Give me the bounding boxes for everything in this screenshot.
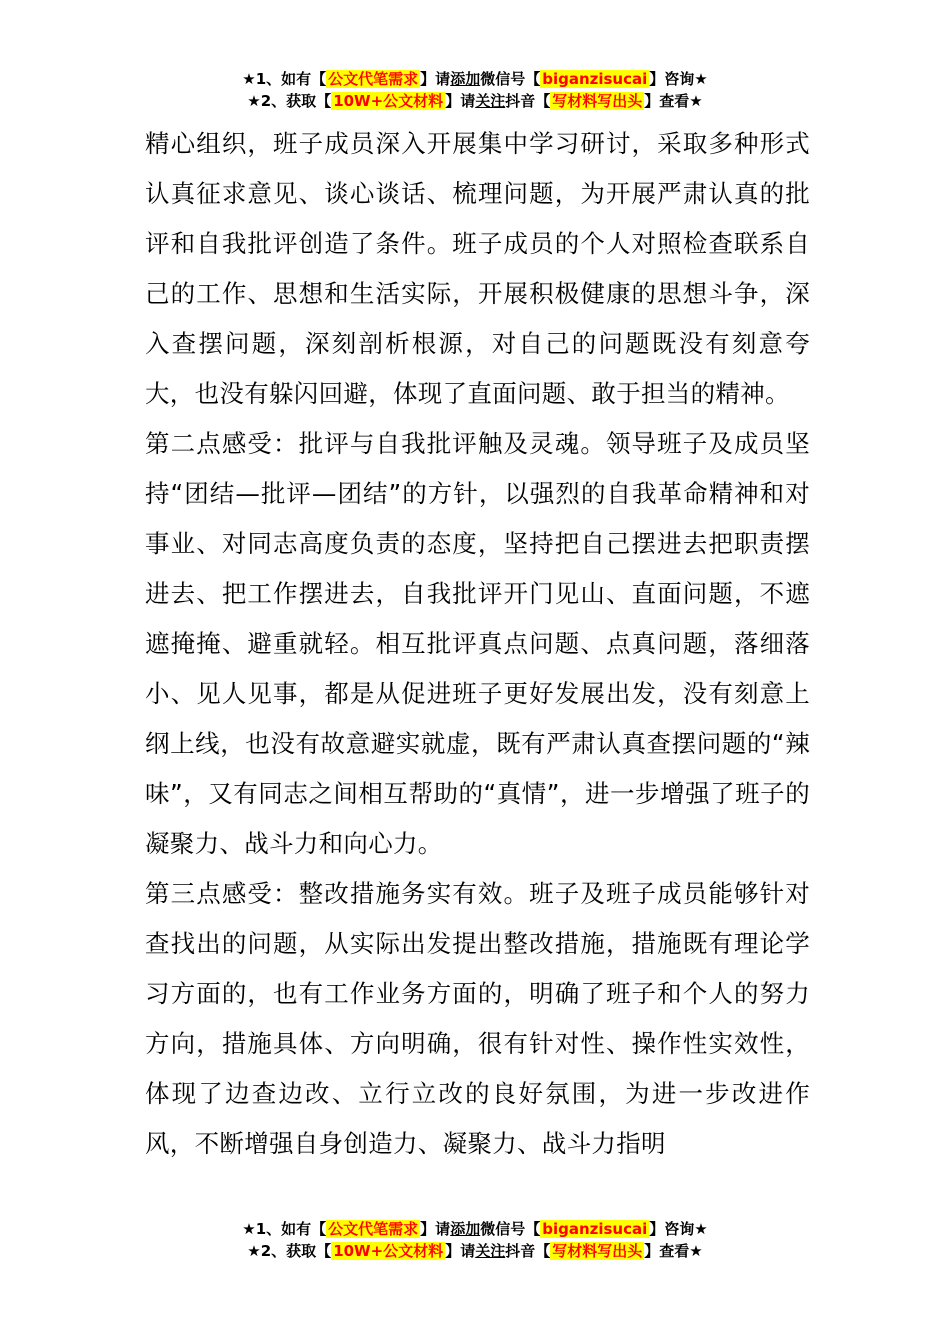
underlined-text: 添加 <box>450 1220 481 1238</box>
banner-text: ★2、获取【 <box>247 1242 332 1260</box>
banner-text: 】请 <box>420 1220 451 1238</box>
highlight-text: 公文代笔需求 <box>328 1220 419 1238</box>
banner-text: 】查看★ <box>644 92 703 110</box>
footer-banner <box>0 1218 950 1262</box>
underlined-text: 关注 <box>475 1242 506 1260</box>
highlight-text: 10W+公文材料 <box>333 92 444 110</box>
banner-text: 微信号【 <box>480 1220 541 1238</box>
banner-line-2 <box>0 90 950 112</box>
banner-text: 抖音【 <box>505 1242 551 1260</box>
underlined-text: 添加 <box>450 70 481 88</box>
banner-line-1 <box>0 1218 950 1240</box>
douyin-account-highlight: 写材料写出头 <box>552 92 643 110</box>
document-body <box>145 119 810 1169</box>
highlight-text: 10W+公文材料 <box>333 1242 444 1260</box>
paragraph: 第二点感受：批评与自我批评触及灵魂。领导班子及成员坚持“团结—批评—团结”的方针，以强烈的自我革命精神和对事业、对同志高度负责的态度，坚持把自己摆进去把职责摆进去、把工作摆进去，自我批评开门见山、直面问题，不遮遮掩掩、避重就轻。相互批评真点问题、点真问题，落细落小、见人见事，都是从促进班子更好发展出发，没有刻意上纲上线，也没有故意避实就虚，既有严肃认真查摆问题的“辣味”，又有同志之间相互帮助的“真情”，进一步增强了班子的凝聚力、战斗力和向心力。 <box>145 429 810 858</box>
wechat-id-highlight: biganzisucai <box>542 1220 648 1238</box>
banner-line-1 <box>0 68 950 90</box>
banner-text: 】请 <box>445 92 476 110</box>
wechat-id-highlight: biganzisucai <box>542 70 648 88</box>
paragraph: 精心组织，班子成员深入开展集中学习研讨，采取多种形式认真征求意见、谈心谈话、梳理问题，为开展严肃认真的批评和自我批评创造了条件。班子成员的个人对照检查联系自己的工作、思想和生活实际，开展积极健康的思想斗争，深入查摆问题，深刻剖析根源，对自己的问题既没有刻意夸大，也没有躲闪回避，体现了直面问题、敢于担当的精神。 <box>145 129 810 408</box>
banner-text: 】咨询★ <box>649 70 708 88</box>
banner-text: 微信号【 <box>480 70 541 88</box>
banner-text: 】咨询★ <box>649 1220 708 1238</box>
douyin-account-highlight: 写材料写出头 <box>552 1242 643 1260</box>
banner-line-2 <box>0 1240 950 1262</box>
banner-text: 】请 <box>445 1242 476 1260</box>
banner-text: ★1、如有【 <box>242 1220 327 1238</box>
banner-text: 抖音【 <box>505 92 551 110</box>
banner-text: ★2、获取【 <box>247 92 332 110</box>
paragraph: 第三点感受：整改措施务实有效。班子及班子成员能够针对查找出的问题，从实际出发提出整改措施，措施既有理论学习方面的，也有工作业务方面的，明确了班子和个人的努力方向，措施具体、方向明确，很有针对性、操作性实效性，体现了边查边改、立行立改的良好氛围，为进一步改进作风，不断增强自身创造力、凝聚力、战斗力指明 <box>145 879 810 1158</box>
header-banner <box>0 68 950 112</box>
highlight-text: 公文代笔需求 <box>328 70 419 88</box>
banner-text: 】请 <box>420 70 451 88</box>
underlined-text: 关注 <box>475 92 506 110</box>
banner-text: ★1、如有【 <box>242 70 327 88</box>
banner-text: 】查看★ <box>644 1242 703 1260</box>
